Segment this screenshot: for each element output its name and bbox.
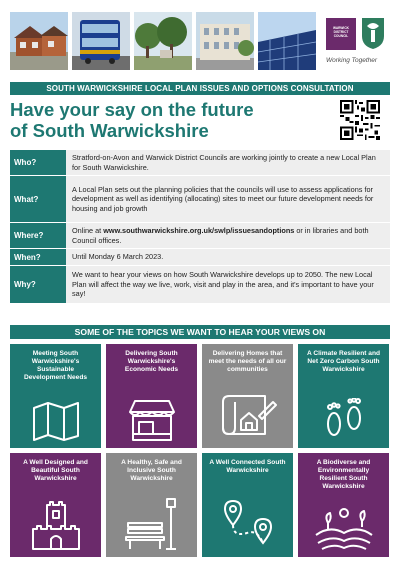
consultation-banner: SOUTH WARWICKSHIRE LOCAL PLAN ISSUES AND OPTIONS CONSULTATION [10, 82, 390, 95]
footprints-icon [319, 398, 369, 442]
where-suffix: or in libraries and both Council offices. [72, 226, 369, 245]
who-value: Stratford-on-Avon and Warwick District Councils are working jointly to create a new Local Plan for South Warwickshire. [66, 150, 390, 175]
houses-photo [10, 12, 68, 70]
when-value: Until Monday 6 March 2023. [66, 249, 390, 265]
topic-tile-climate-resilient [298, 344, 389, 448]
info-row-when [10, 249, 390, 266]
topics-grid [10, 344, 390, 558]
warwick-district-council-logo: WARWICK DISTRICT COUNCIL [326, 18, 356, 50]
topic-title: A Well Connected South Warwickshire [209, 459, 286, 474]
why-label: Why? [10, 266, 66, 303]
map-icon [31, 400, 81, 442]
info-table [10, 150, 390, 304]
topics-banner: SOME OF THE TOPICS WE WANT TO HEAR YOUR VIEWS ON [10, 325, 390, 339]
title-line-2: of South Warwickshire [10, 120, 209, 141]
topic-tile-well-connected [202, 453, 293, 557]
info-row-why [10, 266, 390, 304]
what-value: A Local Plan sets out the planning policies that the councils will use to assess applications for development as well as identifying (allocating) sites to meet our future development needs for housing and job growth [66, 176, 390, 222]
topic-title: A Well Designed and Beautiful South Warwickshire [23, 459, 88, 482]
info-row-where [10, 223, 390, 249]
shop-icon [127, 398, 177, 442]
consultation-url-link[interactable]: www.southwarwickshire.org.uk/swlp/issuesandoptions [103, 226, 295, 236]
castle-icon [29, 499, 83, 551]
qr-code[interactable] [340, 100, 380, 140]
photo-strip [10, 12, 316, 70]
solar-panels-photo [258, 12, 316, 70]
topic-tile-well-designed [10, 453, 101, 557]
what-label: What? [10, 176, 66, 222]
why-value: We want to hear your views on how South Warwickshire develops up to 2050. The new Local Plan will affect the way we live, work, visit and play in the area, and it's important to have your say! [66, 266, 390, 303]
topic-title: Delivering Homes that meet the needs of all our communities [208, 350, 287, 373]
bench-icon [122, 493, 182, 551]
who-label: Who? [10, 150, 66, 175]
town-photo [196, 12, 254, 70]
topic-tile-economic-needs [106, 344, 197, 448]
landscape-icon [314, 505, 374, 551]
stratford-district-council-logo [360, 16, 386, 50]
topic-title: A Climate Resilient and Net Zero Carbon South Warwickshire [306, 350, 381, 373]
topic-tile-healthy-safe [106, 453, 197, 557]
bus-photo [72, 12, 130, 70]
topic-title: Delivering South Warwickshire's Economic Needs [124, 350, 179, 373]
where-value [66, 223, 390, 248]
title-line-1: Have your say on the future [10, 99, 254, 120]
topic-tile-sustainable-development [10, 344, 101, 448]
where-prefix: Online at [72, 226, 104, 236]
topic-title: A Biodiverse and Environmentally Resilient South Warwickshire [316, 459, 371, 490]
topic-title: Meeting South Warwickshire's Sustainable Development Needs [23, 350, 88, 381]
route-pin-icon [219, 493, 277, 551]
topic-title: A Healthy, Safe and Inclusive South Warwickshire [121, 459, 182, 482]
info-row-who [10, 150, 390, 176]
house-plan-icon [219, 394, 277, 442]
info-row-what [10, 176, 390, 223]
council-logos [326, 14, 392, 72]
topic-tile-biodiverse [298, 453, 389, 557]
trees-photo [134, 12, 192, 70]
page-title [10, 99, 330, 141]
working-together-tagline: Working Together [326, 57, 378, 64]
where-label: Where? [10, 223, 66, 248]
topic-tile-homes [202, 344, 293, 448]
when-label: When? [10, 249, 66, 265]
